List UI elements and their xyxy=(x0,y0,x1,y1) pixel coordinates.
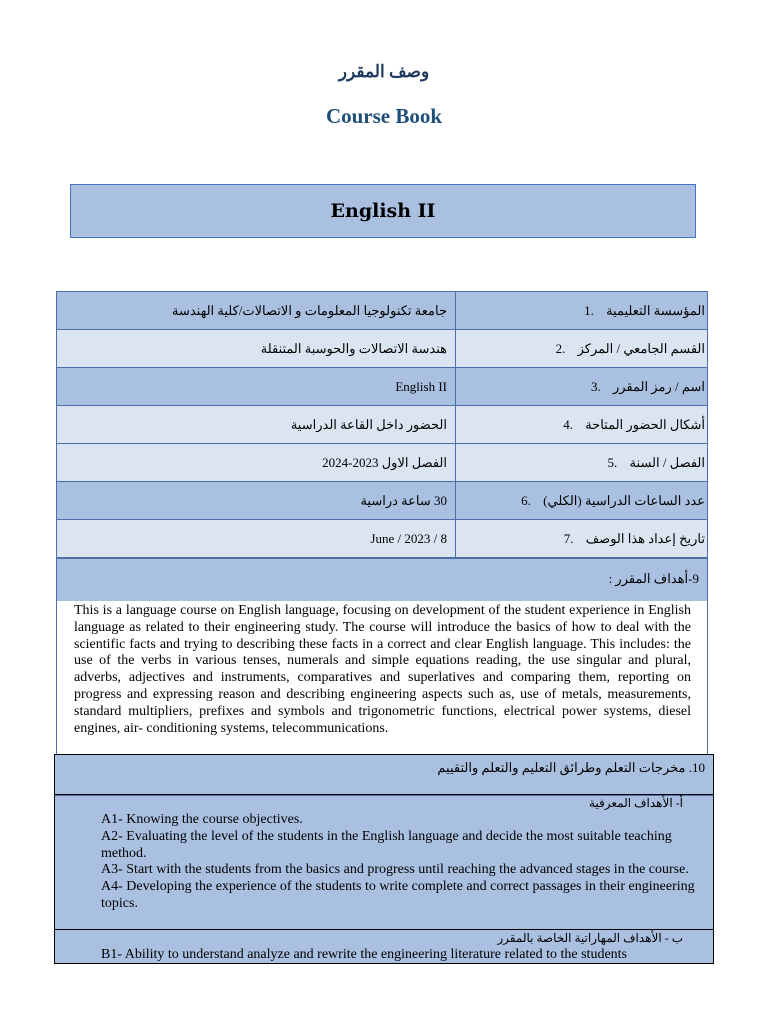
course-book-heading: Course Book xyxy=(325,104,443,128)
cognitive-objectives-heading: أ- الأهداف المعرفية xyxy=(588,796,683,810)
course-title: English II xyxy=(330,200,436,222)
row-number: 6. xyxy=(521,492,531,508)
course-info-table xyxy=(56,291,708,558)
info-label: اسم / رمز المقرر3. xyxy=(456,368,708,406)
course-goals-text: This is a language course on English language, focusing on development of the student experience in English language as related to their engineering study. The course will introduce the basics of how to deal with the scientific facts and trying to describing these facts in a correct and clear English language. This includes: the use of the verbs in various tenses, numerals and simple equations reading, the use singular and plural, adverbs, adjectives and instruments, comparatives and superlatives and comparing them, reporting on progress and expressing reason and describing engineering aspects such as, use of metals, measurements, standard multipliers, prefixes and symbols and trigonometric functions, electrical power systems, diesel engines, air- conditioning systems, telecommunications. xyxy=(56,601,708,755)
table-row xyxy=(57,292,708,330)
row-number: 1. xyxy=(584,302,594,318)
skill-objectives-list xyxy=(55,947,713,964)
arabic-title: وصف المقرر xyxy=(338,62,430,81)
row-number: 2. xyxy=(555,340,566,356)
row-number: 5. xyxy=(607,454,618,470)
skill-objectives-section xyxy=(54,929,714,964)
info-label: الفصل / السنة5. xyxy=(456,444,708,482)
course-goals-heading: 9-أهداف المقرر : xyxy=(56,558,708,602)
list-item: A4- Developing the experience of the students to write complete and correct passages in their engineering topics. xyxy=(101,879,695,911)
course-title-box xyxy=(70,184,696,238)
info-value: 8 / 2023 / June xyxy=(57,520,456,558)
list-item: B1- Ability to understand analyze and rewrite the engineering literature related to the students xyxy=(101,947,627,962)
info-label: عدد الساعات الدراسية (الكلي)6. xyxy=(456,482,708,520)
list-item: A1- Knowing the course objectives. xyxy=(101,812,303,827)
info-label: المؤسسة التعليمية1. xyxy=(456,292,708,330)
table-row xyxy=(57,330,708,368)
row-number: 4. xyxy=(563,416,573,432)
table-row xyxy=(57,368,708,406)
table-row xyxy=(57,520,708,558)
skill-objectives-heading: ب - الأهداف المهاراتية الخاصة بالمقرر xyxy=(497,931,683,945)
list-item: A3- Start with the students from the basics and progress until reaching the advanced stages in the course. xyxy=(101,862,689,878)
info-value: English II xyxy=(57,368,456,406)
info-value: الحضور داخل القاعة الدراسية xyxy=(57,406,456,444)
list-item: A2- Evaluating the level of the students in the English language and decide the most suitable teaching method. xyxy=(101,828,672,861)
info-value: 30 ساعة دراسية xyxy=(57,482,456,520)
table-row xyxy=(57,482,708,520)
info-label: القسم الجامعي / المركز2. xyxy=(456,330,708,368)
learning-outcomes-heading: 10. مخرجات التعلم وطرائق التعليم والتعلم والتقييم xyxy=(54,754,714,795)
info-value: جامعة تكنولوجيا المعلومات و الاتصالات/كلية الهندسة xyxy=(57,292,456,330)
info-label: تاريخ إعداد هذا الوصف7. xyxy=(456,520,708,558)
row-number: 3. xyxy=(590,378,601,394)
cognitive-objectives-section xyxy=(54,795,714,930)
info-value: الفصل الاول 2023-2024 xyxy=(57,444,456,482)
table-row xyxy=(57,406,708,444)
table-row xyxy=(57,444,708,482)
info-label: أشكال الحضور المتاحة4. xyxy=(456,406,708,444)
cognitive-objectives-list xyxy=(55,812,713,913)
info-value: هندسة الاتصالات والحوسبة المتنقلة xyxy=(57,330,456,368)
row-number: 7. xyxy=(563,530,574,546)
